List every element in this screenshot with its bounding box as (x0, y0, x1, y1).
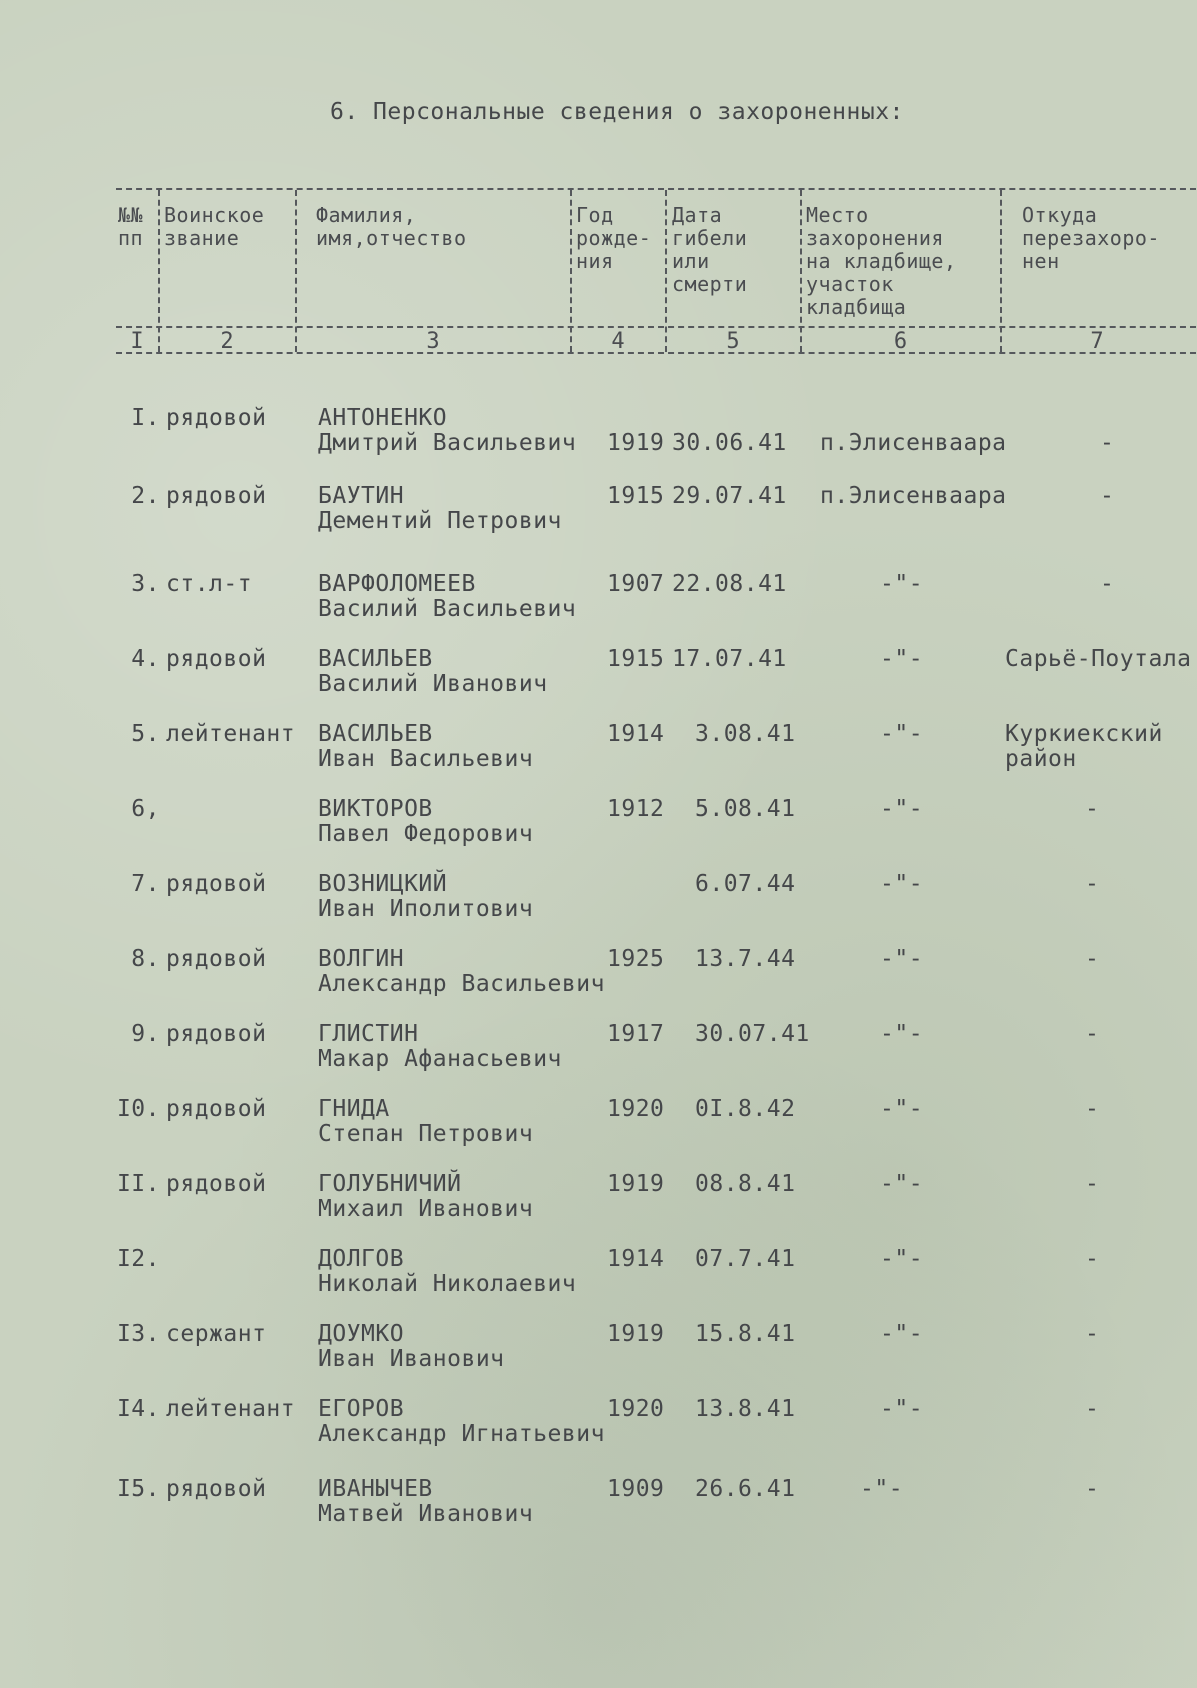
row-birth-year: 1914 (607, 1246, 665, 1272)
row-surname: ГНИДА (318, 1096, 390, 1122)
row-number: 7. (131, 871, 160, 897)
header-cell-birth-year: Год рожде- ния (576, 203, 652, 273)
row-rank: рядовой (166, 1476, 267, 1502)
row-burial-place: -"- (880, 1096, 924, 1122)
header-col-divider (665, 190, 667, 352)
row-rank: рядовой (166, 1096, 267, 1122)
row-surname: ИВАНЫЧЕВ (318, 1476, 433, 1502)
row-burial-place: -"- (880, 1321, 924, 1347)
row-number: II. (116, 1171, 160, 1197)
row-death-date: 0I.8.42 (695, 1096, 796, 1122)
column-number: I (130, 329, 144, 354)
row-surname: ЕГОРОВ (318, 1396, 405, 1422)
row-rank: рядовой (166, 871, 267, 897)
row-given-names: Иван Васильевич (318, 746, 534, 772)
header-col-divider (800, 190, 802, 352)
row-rank: ст.л-т (166, 571, 253, 597)
row-death-date: 3.08.41 (695, 721, 796, 747)
row-birth-year: 1912 (607, 796, 665, 822)
row-birth-year: 1919 (607, 430, 665, 456)
row-birth-year: 1915 (607, 646, 665, 672)
row-number: 5. (131, 721, 160, 747)
row-death-date: 15.8.41 (695, 1321, 796, 1347)
row-death-date: 13.7.44 (695, 946, 796, 972)
row-birth-year: 1914 (607, 721, 665, 747)
row-death-date: 6.07.44 (695, 871, 796, 897)
row-death-date: 13.8.41 (695, 1396, 796, 1422)
row-burial-place: -"- (880, 871, 924, 897)
row-reburied-from: - (1085, 1246, 1100, 1272)
row-given-names: Степан Петрович (318, 1121, 534, 1147)
row-rank: рядовой (166, 646, 267, 672)
row-given-names: Дементий Петрович (318, 508, 562, 534)
row-birth-year: 1917 (607, 1021, 665, 1047)
row-number: I2. (116, 1246, 160, 1272)
row-reburied-from: - (1100, 430, 1115, 456)
row-number: I4. (116, 1396, 160, 1422)
row-death-date: 17.07.41 (672, 646, 787, 672)
row-surname: БАУТИН (318, 483, 405, 509)
row-birth-year: 1915 (607, 483, 665, 509)
row-surname: ГОЛУБНИЧИЙ (318, 1171, 462, 1197)
row-given-names: Матвей Иванович (318, 1501, 534, 1527)
row-burial-place: -"- (880, 1021, 924, 1047)
header-cell-number: №№ пп (118, 203, 144, 250)
header-col-divider (158, 190, 160, 352)
column-number: 3 (426, 329, 440, 354)
header-top-rule (116, 188, 1196, 190)
row-surname: ДОУМКО (318, 1321, 405, 1347)
row-burial-place: -"- (880, 796, 924, 822)
row-reburied-from: Сарьё-Поутала (1005, 646, 1192, 672)
row-burial-place: п.Элисенваара (820, 430, 1007, 456)
row-reburied-from: - (1100, 483, 1115, 509)
row-burial-place: -"- (880, 571, 924, 597)
column-number: 7 (1090, 329, 1104, 354)
row-surname: ВИКТОРОВ (318, 796, 433, 822)
row-surname: ВАСИЛЬЕВ (318, 646, 433, 672)
row-given-names: Павел Федорович (318, 821, 534, 847)
row-number: 8. (131, 946, 160, 972)
header-cell-rank: Воинское звание (164, 203, 265, 250)
row-given-names: Василий Иванович (318, 671, 548, 697)
header-cell-name: Фамилия, имя,отчество (316, 203, 467, 250)
page-title: 6. Персональные сведения о захороненных: (330, 99, 904, 125)
row-reburied-from: - (1085, 1096, 1100, 1122)
row-given-names: Иван Иванович (318, 1346, 505, 1372)
row-death-date: 29.07.41 (672, 483, 787, 509)
row-number: I0. (116, 1096, 160, 1122)
row-reburied-from: - (1100, 571, 1115, 597)
row-reburied-from: - (1085, 1021, 1100, 1047)
row-number: I3. (116, 1321, 160, 1347)
row-surname: ВОЗНИЦКИЙ (318, 871, 448, 897)
row-given-names: Василий Васильевич (318, 596, 577, 622)
row-burial-place: п.Элисенваара (820, 483, 1007, 509)
row-surname: ГЛИСТИН (318, 1021, 419, 1047)
row-surname: ВОЛГИН (318, 946, 405, 972)
row-birth-year: 1920 (607, 1396, 665, 1422)
row-burial-place: -"- (880, 1396, 924, 1422)
row-reburied-from: - (1085, 1476, 1100, 1502)
column-number: 5 (726, 329, 740, 354)
row-burial-place: -"- (860, 1476, 904, 1502)
row-death-date: 08.8.41 (695, 1171, 796, 1197)
row-death-date: 26.6.41 (695, 1476, 796, 1502)
row-reburied-from: - (1085, 871, 1100, 897)
row-burial-place: -"- (880, 1171, 924, 1197)
row-number: 9. (131, 1021, 160, 1047)
row-death-date: 30.06.41 (672, 430, 787, 456)
row-rank: рядовой (166, 946, 267, 972)
row-birth-year: 1919 (607, 1171, 665, 1197)
header-cell-burial-place: Место захоронения на кладбище, участок кладбища (806, 203, 957, 319)
row-given-names: Александр Васильевич (318, 971, 605, 997)
row-given-names: Макар Афанасьевич (318, 1046, 562, 1072)
row-given-names: Николай Николаевич (318, 1271, 577, 1297)
row-given-names: Иван Иполитович (318, 896, 534, 922)
row-number: I5. (116, 1476, 160, 1502)
header-cell-reburied-from: Откуда перезахоро- нен (1022, 203, 1160, 273)
row-given-names: Дмитрий Васильевич (318, 430, 577, 456)
row-death-date: 5.08.41 (695, 796, 796, 822)
row-reburied-from: - (1085, 1321, 1100, 1347)
row-burial-place: -"- (880, 721, 924, 747)
row-birth-year: 1909 (607, 1476, 665, 1502)
row-burial-place: -"- (880, 946, 924, 972)
row-surname: ДОЛГОВ (318, 1246, 405, 1272)
header-col-divider (295, 190, 297, 352)
row-burial-place: -"- (880, 1246, 924, 1272)
row-number: 6, (131, 796, 160, 822)
row-birth-year: 1919 (607, 1321, 665, 1347)
row-rank: сержант (166, 1321, 267, 1347)
row-birth-year: 1920 (607, 1096, 665, 1122)
row-birth-year: 1907 (607, 571, 665, 597)
row-rank: рядовой (166, 405, 267, 431)
column-number: 2 (220, 329, 234, 354)
row-rank: рядовой (166, 483, 267, 509)
row-number: I. (131, 405, 160, 431)
row-death-date: 30.07.41 (695, 1021, 810, 1047)
row-rank: лейтенант (166, 721, 296, 747)
header-cell-death-date: Дата гибели или смерти (672, 203, 748, 296)
row-reburied-from-line2: район (1005, 746, 1077, 772)
row-death-date: 07.7.41 (695, 1246, 796, 1272)
row-burial-place: -"- (880, 646, 924, 672)
row-surname: ВАСИЛЬЕВ (318, 721, 433, 747)
row-death-date: 22.08.41 (672, 571, 787, 597)
column-number: 4 (611, 329, 625, 354)
row-given-names: Михаил Иванович (318, 1196, 534, 1222)
row-given-names: Александр Игнатьевич (318, 1421, 605, 1447)
row-reburied-from: - (1085, 1396, 1100, 1422)
column-number: 6 (893, 329, 908, 354)
header-mid-rule (116, 326, 1196, 328)
row-rank: рядовой (166, 1021, 267, 1047)
row-reburied-from: - (1085, 946, 1100, 972)
row-reburied-from: - (1085, 1171, 1100, 1197)
row-birth-year: 1925 (607, 946, 665, 972)
header-col-divider (1000, 190, 1002, 352)
row-rank: лейтенант (166, 1396, 296, 1422)
header-col-divider (570, 190, 572, 352)
row-surname: ВАРФОЛОМЕЕВ (318, 571, 476, 597)
row-surname: АНТОНЕНКО (318, 405, 448, 431)
row-number: 4. (131, 646, 160, 672)
row-number: 3. (131, 571, 160, 597)
row-number: 2. (131, 483, 160, 509)
row-reburied-from: Куркиекский (1005, 721, 1163, 747)
row-rank: рядовой (166, 1171, 267, 1197)
row-reburied-from: - (1085, 796, 1100, 822)
